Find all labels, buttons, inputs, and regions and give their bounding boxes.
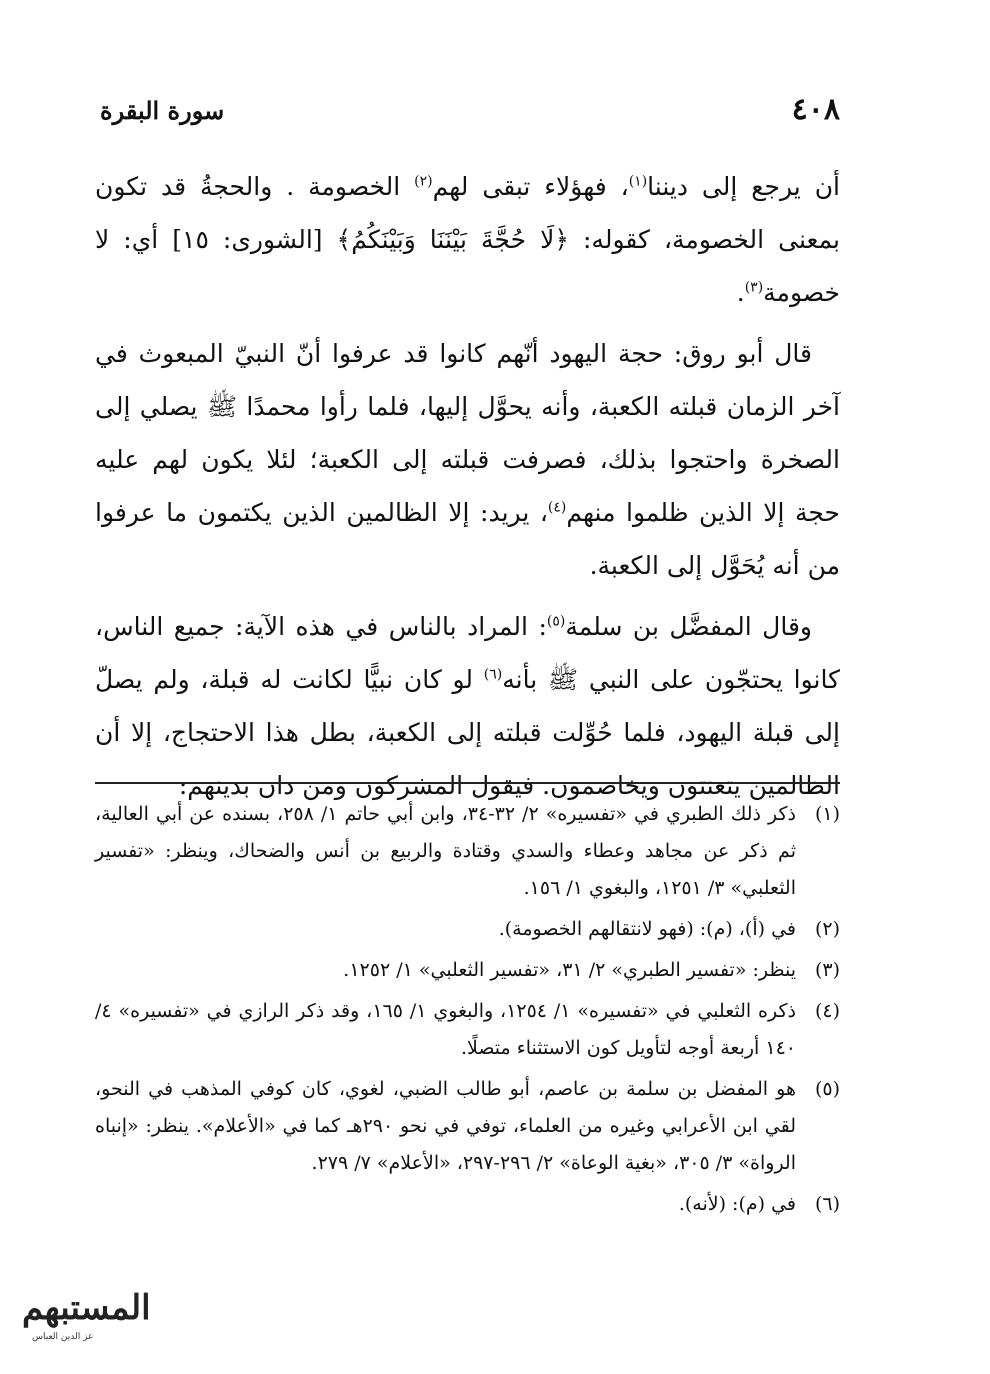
footnote-number: (٦) (814, 1193, 840, 1215)
footnote-text: ذكره الثعلبي في «تفسيره» ١/ ١٢٥٤، والبغوي ١/ ١٦٥، وقد ذكر الرازي في «تفسيره» ٤/ ١٤٠ أربعة أوجه لتأويل كون الاستثناء متصلًا. (95, 1000, 796, 1059)
footnote-ref[interactable]: (٥) (546, 613, 566, 630)
text-segment: وقال المفضَّل بن سلمة (565, 612, 812, 641)
footnote-text: ينظر: «تفسير الطبري» ٢/ ٣١، «تفسير الثعلبي» ١/ ١٢٥٢. (343, 959, 796, 981)
footnote-text: هو المفضل بن سلمة بن عاصم، أبو طالب الضبي، لغوي، كان كوفي المذهب في النحو، لقي ابن الأعرابي وغيره من العلماء، توفي في نحو ٢٩٠هـ كما في «الأعلام». ينظر: «إنباه الرواة» ٣/ ٣٠٥، «بغية الوعاة» ٢/ ٢٩٦-٢٩٧، «الأعلام» ٧/ ٢٧٩. (95, 1078, 796, 1174)
footnote-ref[interactable]: (٣) (744, 279, 764, 296)
text-segment: قال أبو روق: حجة اليهود أنّهم كانوا قد عرفوا أنّ النبيّ المبعوث في آخر الزمان قبلته الكعبة، وأنه يحوَّل إليها، فلما رأوا محمدًا ﷺ يصلي إلى الصخرة واحتجوا بذلك، فصرفت قبلته إلى الكعبة؛ لئلا يكون لهم عليه حجة إلا الذين ظلموا منهم (95, 339, 841, 527)
footnote-item (95, 1071, 840, 1182)
footnote-item (95, 952, 840, 989)
footnote-item (95, 911, 840, 948)
footnote-number: (١) (814, 803, 840, 825)
text-segment: : المراد بالناس في هذه الآية: جميع الناس، كانوا يحتجّون على النبي ﷺ بأنه (95, 612, 841, 694)
footnote-text: في (م): (لأنه). (678, 1193, 796, 1215)
text-segment: لو كان نبيًّا لكانت له قبلة، ولم يصلّ إلى قبلة اليهود، فلما حُوِّلت قبلته إلى الكعبة، بطل هذا الاحتجاج، إلا أن الظالمين يتعنتون ويخاصمون. فيقول المشركون ومن دان بدينهم: (95, 665, 840, 800)
footnote-number: (٣) (814, 959, 840, 981)
text-segment: أن يرجع إلى ديننا (647, 172, 841, 201)
watermark-logo (14, 1288, 151, 1354)
paragraph-2 (95, 327, 840, 592)
page-header (100, 92, 840, 132)
running-title: سورة البقرة (100, 96, 225, 125)
footnote-ref[interactable]: (٦) (483, 666, 503, 683)
page-number: ٤٠٨ (791, 92, 840, 127)
text-segment: ، يريد: إلا الظالمين الذين يكتمون ما عرفوا من أنه يُحَوَّل إلى الكعبة. (95, 498, 840, 580)
footnote-ref[interactable]: (٤) (547, 499, 567, 516)
footnote-ref[interactable]: (٢) (414, 173, 433, 190)
footnote-text: في (أ)، (م): (فهو لانتقالهم الخصومة). (498, 918, 796, 940)
footnote-text: ذكر ذلك الطبري في «تفسيره» ٢/ ٣٢-٣٤، وابن أبي حاتم ١/ ٢٥٨، بسنده عن أبي العالية، ثم ذكر عن مجاهد وعطاء والسدي وقتادة والربيع بن أنس والضحاك، وينظر: «تفسير الثعلبي» ٣/ ١٢٥١، والبغوي ١/ ١٥٦. (95, 803, 796, 899)
footnote-divider (95, 782, 840, 784)
footnote-number: (٥) (814, 1078, 840, 1100)
text-segment: الخصومة . والحجةُ قد تكون بمعنى الخصومة، كقوله: ﴿لَا حُجَّةَ بَيْنَنَا وَبَيْنَكُمُ﴾ [الشورى: ١٥] أي: لا خصومة (95, 172, 841, 307)
logo-subtext: عز الدين العباس (32, 1332, 94, 1342)
footnote-number: (٢) (814, 918, 840, 940)
paragraph-1 (95, 160, 840, 319)
footnote-item (95, 1186, 840, 1223)
logo-text: المستبهم (22, 1288, 151, 1328)
paragraph-3 (95, 600, 840, 812)
footnote-number: (٤) (814, 1000, 840, 1022)
footnote-item (95, 796, 840, 907)
text-segment: . (736, 278, 745, 307)
main-text (95, 160, 840, 820)
text-segment: ، فهؤلاء تبقى لهم (432, 172, 629, 201)
footnote-item (95, 993, 840, 1067)
footnotes (95, 796, 840, 1227)
footnote-ref[interactable]: (١) (628, 173, 648, 190)
